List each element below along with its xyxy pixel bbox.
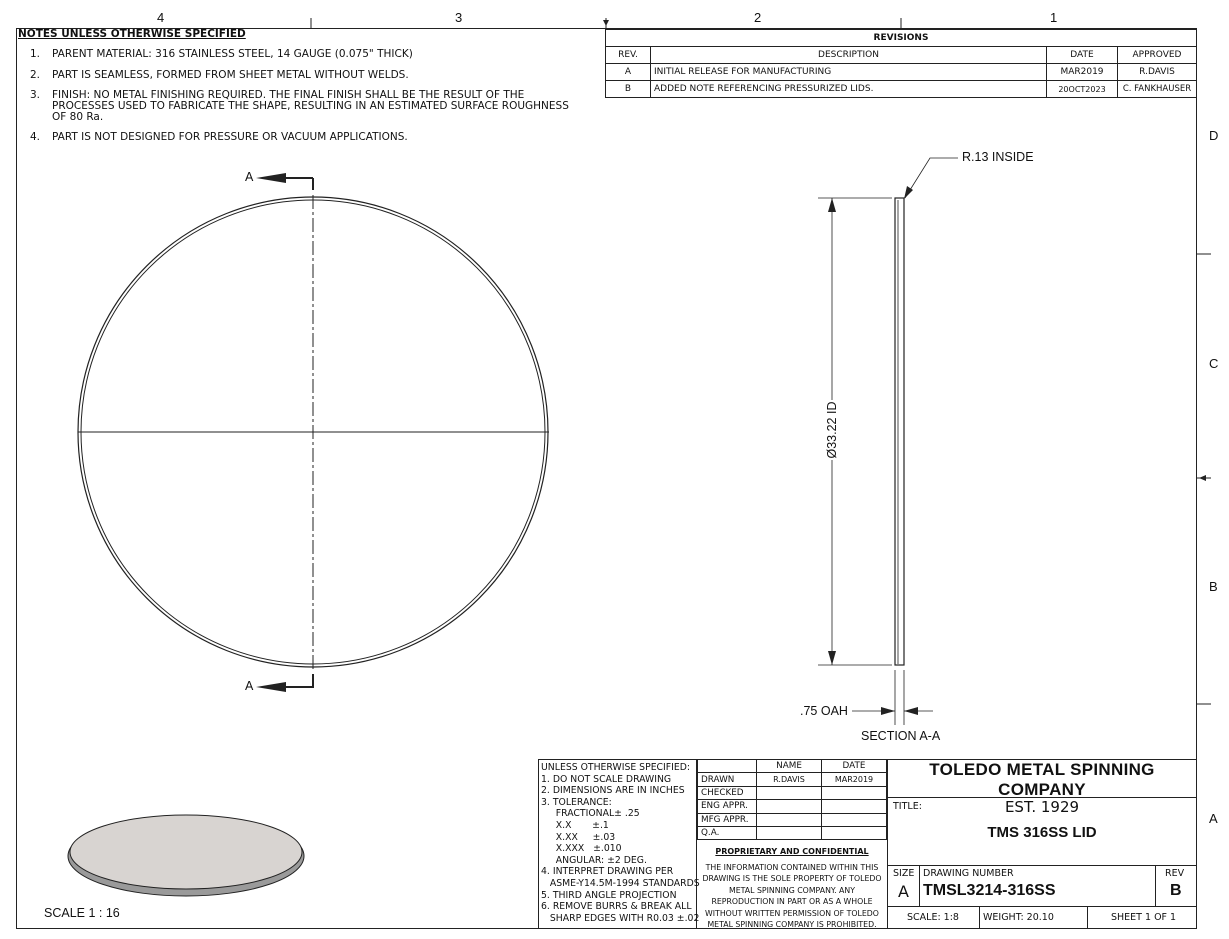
zone-label-1: 1 [1050,10,1058,25]
approval-role: MFG APPR. [698,813,757,826]
description-header: DESCRIPTION [651,47,1047,64]
proprietary-heading: PROPRIETARY AND CONFIDENTIAL [715,847,869,856]
rev-label: REV [1165,868,1185,879]
note-item [18,131,598,144]
note-number: 3. [30,89,41,101]
approval-date [822,800,887,813]
proprietary-text: THE INFORMATION CONTAINED WITHIN THIS DRAWING IS THE SOLE PROPERTY OF TOLEDO METAL SPINNING COMPANY. ANY REPRODUCTION IN PART OR AS A WHOLE WITHOUT WRITTEN PERMISSION OF TOLEDO METAL SPINNING COMPANY IS PROHIBITED. [702,862,882,929]
approval-row [698,826,887,839]
title-label: TITLE: [893,801,922,812]
zone-label-a: A [1209,811,1218,826]
section-label-bottom: A [245,679,254,693]
zone-label-2: 2 [754,10,762,25]
tolerance-line: FRACTIONAL± .25 [541,808,640,820]
approved-cell: R.DAVIS [1118,64,1197,81]
tolerance-line: ANGULAR: ±2 DEG. [541,854,647,866]
part-title: TMS 316SS LID [987,824,1097,841]
tolerance-line: X.XXX ±.010 [541,843,622,855]
zone-label-c: C [1209,356,1219,371]
approvals-corner [698,760,757,773]
revision-row [606,81,1197,98]
tolerance-line: 3. TOLERANCE: [541,796,612,808]
approval-name [757,800,822,813]
size-label: SIZE [893,868,915,879]
tolerance-line: ASME-Y14.5M-1994 STANDARDS [541,877,700,889]
note-text: FINISH: NO METAL FINISHING REQUIRED. THE FINAL FINISH SHALL BE THE RESULT OF THE PROCESSES USED TO FABRICATE THE SHAPE, RESULTING IN AN ESTIMATED SURFACE ROUGHNESS OF 80 Ra. [52,89,569,123]
drawing-number: TMSL3214-316SS [923,882,1056,899]
approved-header: APPROVED [1118,47,1197,64]
revision-row [606,64,1197,81]
approval-role: ENG APPR. [698,800,757,813]
approval-role: DRAWN [698,773,757,786]
sheet-field: SHEET 1 OF 1 [1111,912,1177,923]
size-value: A [898,882,909,901]
plan-view [78,173,549,692]
approval-role: Q.A. [698,826,757,839]
tolerance-line: 2. DIMENSIONS ARE IN INCHES [541,785,685,797]
zone-label-4: 4 [157,10,165,25]
rev-cell: B [606,81,651,98]
tolerance-line: 4. INTERPRET DRAWING PER [541,866,674,878]
rev-cell: A [606,64,651,81]
general-notes [18,28,598,144]
section-label-top: A [245,170,254,184]
approval-name [757,786,822,799]
note-number: 1. [30,48,41,60]
approval-date: MAR2019 [822,773,887,786]
approvals-table [697,759,887,840]
zone-label-3: 3 [455,10,463,25]
revisions-table [605,29,1197,98]
tolerance-line: X.XX ±.03 [541,831,616,843]
zone-label-b: B [1209,579,1218,594]
approved-cell: C. FANKHAUSER [1118,81,1197,98]
tolerance-block [538,759,700,927]
height-dimension: .75 OAH [800,704,848,718]
date-header: DATE [822,760,887,773]
date-cell: 20OCT2023 [1047,81,1118,98]
section-view-title: SECTION A-A [861,729,941,743]
tolerance-line: 5. THIRD ANGLE PROJECTION [541,889,677,901]
drawing-number-label: DRAWING NUMBER [923,868,1014,879]
tolerance-line: SHARP EDGES WITH R0.03 ±.02 [541,912,700,924]
scale-field: SCALE: 1:8 [907,912,959,923]
tolerance-line: 1. DO NOT SCALE DRAWING [541,773,672,785]
weight-field: WEIGHT: 20.10 [983,912,1054,923]
approval-date [822,786,887,799]
note-text: PARENT MATERIAL: 316 STAINLESS STEEL, 14 GAUGE (0.075" THICK) [52,48,413,60]
tolerance-line: 6. REMOVE BURRS & BREAK ALL [541,901,692,913]
description-cell: INITIAL RELEASE FOR MANUFACTURING [651,64,1047,81]
tolerance-line: UNLESS OTHERWISE SPECIFIED: [541,762,691,773]
approval-row [698,813,887,826]
note-item [18,48,598,61]
approval-date [822,826,887,839]
note-item [18,90,577,123]
section-view [818,158,958,725]
zone-label-d: D [1209,128,1219,143]
approval-row [698,786,887,799]
isometric-scale: SCALE 1 : 16 [44,906,120,920]
approval-row [698,773,887,786]
notes-heading: NOTES UNLESS OTHERWISE SPECIFIED [18,28,246,40]
rev-value: B [1170,882,1182,899]
company-established: EST. 1929 [1004,798,1080,816]
approval-role: CHECKED [698,786,757,799]
revisions-title: REVISIONS [606,30,1197,47]
date-header: DATE [1047,47,1118,64]
note-text: PART IS SEAMLESS, FORMED FROM SHEET METAL WITHOUT WELDS. [52,69,409,81]
radius-callout: R.13 INSIDE [962,150,1034,164]
rev-header: REV. [606,47,651,64]
description-cell: ADDED NOTE REFERENCING PRESSURIZED LIDS. [651,81,1047,98]
approval-name [757,813,822,826]
name-header: NAME [757,760,822,773]
approval-row [698,800,887,813]
tolerance-line: X.X ±.1 [541,819,609,831]
approval-name [757,826,822,839]
note-number: 2. [30,69,41,81]
company-name: TOLEDO METAL SPINNING COMPANY [929,760,1155,799]
note-number: 4. [30,131,41,143]
proprietary-notice [697,843,887,927]
note-text: PART IS NOT DESIGNED FOR PRESSURE OR VACUUM APPLICATIONS. [52,131,408,143]
note-item [18,69,598,82]
diameter-dimension: Ø33.22 ID [825,401,839,459]
isometric-view [68,815,304,896]
approval-name: R.DAVIS [757,773,822,786]
date-cell: MAR2019 [1047,64,1118,81]
approval-date [822,813,887,826]
